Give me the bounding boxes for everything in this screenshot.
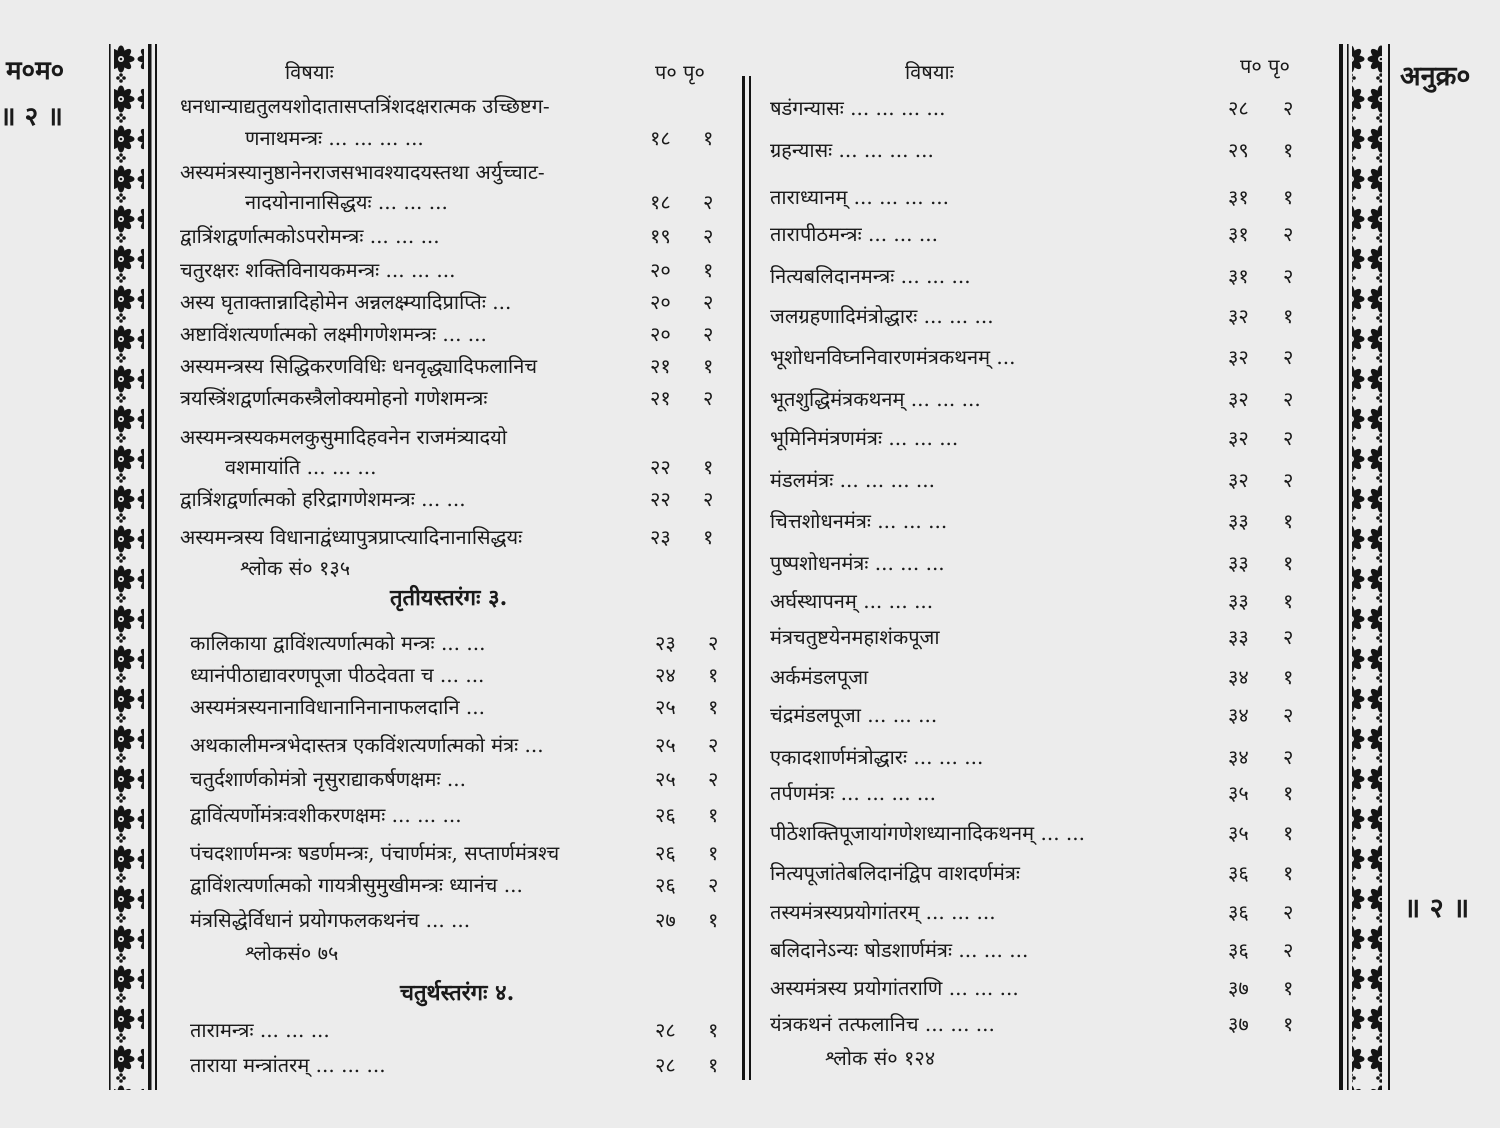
side-number: २	[703, 290, 714, 314]
folio-number: २८	[655, 1018, 676, 1042]
folio-number: १९	[650, 224, 671, 248]
side-number: १	[1283, 1012, 1294, 1036]
verse-count: श्लोक सं० १३५	[240, 556, 351, 580]
side-number: २	[1283, 345, 1294, 369]
folio-number: ३४	[1228, 703, 1249, 727]
folio-number: ३१	[1228, 222, 1249, 246]
folio-number: ३७	[1228, 976, 1249, 1000]
side-number: १	[703, 455, 714, 479]
folio-number: १८	[650, 190, 671, 214]
toc-entry-line: अस्यमंत्रस्यनानाविधानानिनानाफलदानि ...	[190, 695, 485, 719]
toc-entry-line: पीठेशक्तिपूजायांगणेशध्यानादिकथनम् ... ...	[770, 821, 1085, 845]
side-number: २	[1283, 938, 1294, 962]
toc-entry-line: मंडलमंत्रः ... ... ... ...	[770, 468, 935, 492]
toc-entry-line: अस्यमंत्रस्यानुष्ठानेनराजसभावश्यादयस्तथा अर्युच्चाट-	[180, 160, 545, 184]
side-number: २	[703, 487, 714, 511]
toc-entry-line: तारापीठमन्त्रः ... ... ...	[770, 222, 938, 246]
chapter-heading: चतुर्थस्तरंगः ४.	[400, 980, 515, 1006]
verse-count: श्लोकसं० ७५	[245, 941, 339, 965]
side-number: १	[703, 258, 714, 282]
toc-entry-line: भूशोधनविघ्ननिवारणमंत्रकथनम् ...	[770, 345, 1016, 369]
folio-number: ३२	[1228, 387, 1249, 411]
folio-number: २५	[655, 767, 676, 791]
folio-number: ३३	[1228, 551, 1249, 575]
side-number: १	[708, 908, 719, 932]
side-number: २	[703, 224, 714, 248]
side-number: १	[1283, 509, 1294, 533]
toc-entry-line: षडंगन्यासः ... ... ... ...	[770, 96, 946, 120]
side-number: २	[703, 190, 714, 214]
toc-entry-line: द्वात्रिंशद्वर्णात्मको हरिद्रागणेशमन्त्रः ... ...	[180, 487, 466, 511]
toc-entry-line: अथकालीमन्त्रभेदास्तत्र एकविंशत्यर्णात्मको मंत्रः ...	[190, 733, 544, 757]
left-page-mark: ॥ २ ॥	[0, 102, 63, 132]
folio-number: ३६	[1228, 861, 1249, 885]
folio-number: ३७	[1228, 1012, 1249, 1036]
toc-entry-line: नित्यबलिदानमन्त्रः ... ... ...	[770, 264, 971, 288]
folio-number: २७	[655, 908, 676, 932]
subject-column-header: विषयाः	[285, 60, 334, 84]
folio-number: २०	[650, 322, 671, 346]
toc-entry-line: अस्यमन्त्रस्यकमलकुसुमादिहवनेन राजमंत्र्यादयो	[180, 425, 507, 449]
folio-number: ३३	[1228, 589, 1249, 613]
toc-entry-line: चित्तशोधनमंत्रः ... ... ...	[770, 509, 948, 533]
side-number: १	[703, 354, 714, 378]
side-number: २	[1283, 264, 1294, 288]
toc-entry-line: वशमायांति ... ... ...	[225, 455, 377, 479]
folio-number: २५	[655, 695, 676, 719]
side-number: १	[1283, 304, 1294, 328]
toc-entry-line: ग्रहन्यासः ... ... ... ...	[770, 138, 934, 162]
page-column-header: प० पृ०	[1240, 54, 1290, 78]
side-number: २	[708, 631, 719, 655]
toc-entry-line: तारामन्त्रः ... ... ...	[190, 1018, 330, 1042]
folio-number: ३६	[1228, 938, 1249, 962]
right-floral-border	[1336, 44, 1396, 1090]
toc-entry-line: अष्टाविंशत्यर्णात्मको लक्ष्मीगणेशमन्त्रः ... ...	[180, 322, 487, 346]
side-number: १	[708, 1018, 719, 1042]
folio-number: ३४	[1228, 745, 1249, 769]
toc-entry-line: पंचदशार्णमन्त्रः षडर्णमन्त्रः, पंचार्णमंत्रः, सप्तार्णमंत्रश्च	[190, 841, 560, 865]
toc-entry-line: द्वाविंशत्यर्णात्मको गायत्रीसुमुखीमन्त्रः ध्यानंच ...	[190, 873, 523, 897]
toc-entry-line: तर्पणमंत्रः ... ... ... ...	[770, 781, 936, 805]
toc-entry-line: अस्यमन्त्रस्य सिद्धिकरणविधिः धनवृद्ध्यादिफलानिच	[180, 354, 538, 378]
folio-number: २८	[1228, 96, 1249, 120]
toc-entry-line: नादयोनानासिद्धयः ... ... ...	[245, 190, 448, 214]
toc-entry-line: अस्य घृताक्तान्नादिहोमेन अन्नलक्ष्म्यादिप्राप्तिः ...	[180, 290, 512, 314]
side-number: १	[1283, 589, 1294, 613]
right-page-mark: ॥ २ ॥	[1404, 893, 1470, 924]
folio-number: ३४	[1228, 665, 1249, 689]
toc-entry-line: यंत्रकथनं तत्फलानिच ... ... ...	[770, 1012, 995, 1036]
toc-entry-line: णनाथमन्त्रः ... ... ... ...	[245, 126, 424, 150]
toc-entry-line: जलग्रहणादिमंत्रोद्धारः ... ... ...	[770, 304, 994, 328]
folio-number: २३	[655, 631, 676, 655]
chapter-heading: तृतीयस्तरंगः ३.	[390, 585, 508, 611]
folio-number: ३६	[1228, 900, 1249, 924]
folio-number: २०	[650, 290, 671, 314]
side-number: १	[1283, 551, 1294, 575]
side-number: १	[708, 1053, 719, 1077]
toc-entry-line: बलिदानेऽन्यः षोडशार्णमंत्रः ... ... ...	[770, 938, 1029, 962]
toc-entry-line: ताराया मन्त्रांतरम् ... ... ...	[190, 1053, 386, 1077]
folio-number: ३५	[1228, 781, 1249, 805]
side-number: २	[1283, 703, 1294, 727]
toc-entry-line: ताराध्यानम् ... ... ... ...	[770, 185, 950, 209]
side-number: १	[708, 695, 719, 719]
side-number: २	[708, 873, 719, 897]
folio-number: ३२	[1228, 468, 1249, 492]
toc-entry-line: नित्यपूजांतेबलिदानंद्विप वाशदर्णमंत्रः	[770, 861, 1020, 885]
side-number: १	[1283, 821, 1294, 845]
side-number: १	[1283, 861, 1294, 885]
side-number: २	[1283, 426, 1294, 450]
folio-number: २३	[650, 525, 671, 549]
side-number: १	[1283, 185, 1294, 209]
left-book-code: म०म०	[6, 56, 65, 86]
toc-entry-line: त्रयस्त्रिंशद्वर्णात्मकस्त्रैलोक्यमोहनो गणेशमन्त्रः	[180, 386, 488, 410]
folio-number: १८	[650, 126, 671, 150]
folio-number: २८	[655, 1053, 676, 1077]
side-number: १	[703, 126, 714, 150]
folio-number: ३१	[1228, 185, 1249, 209]
toc-entry-line: चतुरक्षरः शक्तिविनायकमन्त्रः ... ... ...	[180, 258, 456, 282]
side-number: १	[708, 803, 719, 827]
side-number: २	[1283, 468, 1294, 492]
folio-number: ३२	[1228, 345, 1249, 369]
side-number: २	[1283, 387, 1294, 411]
side-number: १	[708, 663, 719, 687]
toc-entry-line: द्वाविंत्यर्णोमंत्रःवशीकरणक्षमः ... ... ...	[190, 803, 462, 827]
toc-entry-line: चंद्रमंडलपूजा ... ... ...	[770, 703, 938, 727]
side-number: २	[708, 733, 719, 757]
right-section-code: अनुक्र०	[1400, 61, 1471, 92]
folio-number: ३३	[1228, 625, 1249, 649]
folio-number: २०	[650, 258, 671, 282]
toc-entry-line: मंत्रचतुष्टयेनमहाशंकपूजा	[770, 625, 940, 649]
side-number: २	[703, 322, 714, 346]
side-number: १	[1283, 138, 1294, 162]
folio-number: २९	[1228, 138, 1249, 162]
folio-number: २१	[650, 386, 671, 410]
toc-entry-line: द्वात्रिंशद्वर्णात्मकोऽपरोमन्त्रः ... ... ...	[180, 224, 440, 248]
toc-entry-line: ध्यानंपीठाद्यावरणपूजा पीठदेवता च ... ...	[190, 663, 485, 687]
toc-entry-line: मंत्रसिद्धेर्विधानं प्रयोगफलकथनंच ... ...	[190, 908, 471, 932]
folio-number: २६	[655, 873, 676, 897]
column-divider	[742, 76, 745, 1080]
page-column-header: प० पृ०	[655, 60, 705, 84]
folio-number: २२	[650, 487, 671, 511]
toc-entry-line: अस्यमन्त्रस्य विधानाद्वंध्यापुत्रप्राप्त्यादिनानासिद्धयः	[180, 525, 523, 549]
side-number: २	[1283, 96, 1294, 120]
left-floral-border	[106, 44, 160, 1090]
folio-number: ३५	[1228, 821, 1249, 845]
folio-number: ३२	[1228, 304, 1249, 328]
folio-number: २५	[655, 733, 676, 757]
toc-entry-line: धनधान्याद्यतुलयशोदातासप्तत्रिंशदक्षरात्मक उच्छिष्टग-	[180, 94, 550, 118]
toc-entry-line: अर्घस्थापनम् ... ... ...	[770, 589, 934, 613]
folio-number: २२	[650, 455, 671, 479]
toc-entry-line: कालिकाया द्वाविंशत्यर्णात्मको मन्त्रः ... ...	[190, 631, 486, 655]
side-number: २	[1283, 222, 1294, 246]
folio-number: २६	[655, 803, 676, 827]
side-number: २	[708, 767, 719, 791]
folio-number: २६	[655, 841, 676, 865]
column-divider-inner	[749, 76, 751, 1080]
toc-entry-line: पुष्पशोधनमंत्रः ... ... ...	[770, 551, 945, 575]
toc-entry-line: भूमिनिमंत्रणमंत्रः ... ... ...	[770, 426, 959, 450]
side-number: १	[1283, 781, 1294, 805]
side-number: १	[1283, 665, 1294, 689]
side-number: २	[703, 386, 714, 410]
side-number: २	[1283, 900, 1294, 924]
toc-entry-line: भूतशुद्धिमंत्रकथनम् ... ... ...	[770, 387, 981, 411]
toc-entry-line: चतुर्दशार्णकोमंत्रो नृसुराद्याकर्षणक्षमः ...	[190, 767, 466, 791]
folio-number: ३२	[1228, 426, 1249, 450]
side-number: १	[703, 525, 714, 549]
folio-number: २४	[655, 663, 676, 687]
folio-number: २१	[650, 354, 671, 378]
toc-entry-line: अर्कमंडलपूजा	[770, 665, 869, 689]
toc-entry-line: एकादशार्णमंत्रोद्धारः ... ... ...	[770, 745, 984, 769]
side-number: २	[1283, 745, 1294, 769]
side-number: २	[1283, 625, 1294, 649]
folio-number: ३३	[1228, 509, 1249, 533]
side-number: १	[1283, 976, 1294, 1000]
verse-count: श्लोक सं० १२४	[825, 1046, 936, 1070]
toc-entry-line: अस्यमंत्रस्य प्रयोगांतराणि ... ... ...	[770, 976, 1019, 1000]
folio-number: ३१	[1228, 264, 1249, 288]
toc-entry-line: तस्यमंत्रस्यप्रयोगांतरम् ... ... ...	[770, 900, 996, 924]
side-number: १	[708, 841, 719, 865]
subject-column-header: विषयाः	[905, 60, 954, 84]
